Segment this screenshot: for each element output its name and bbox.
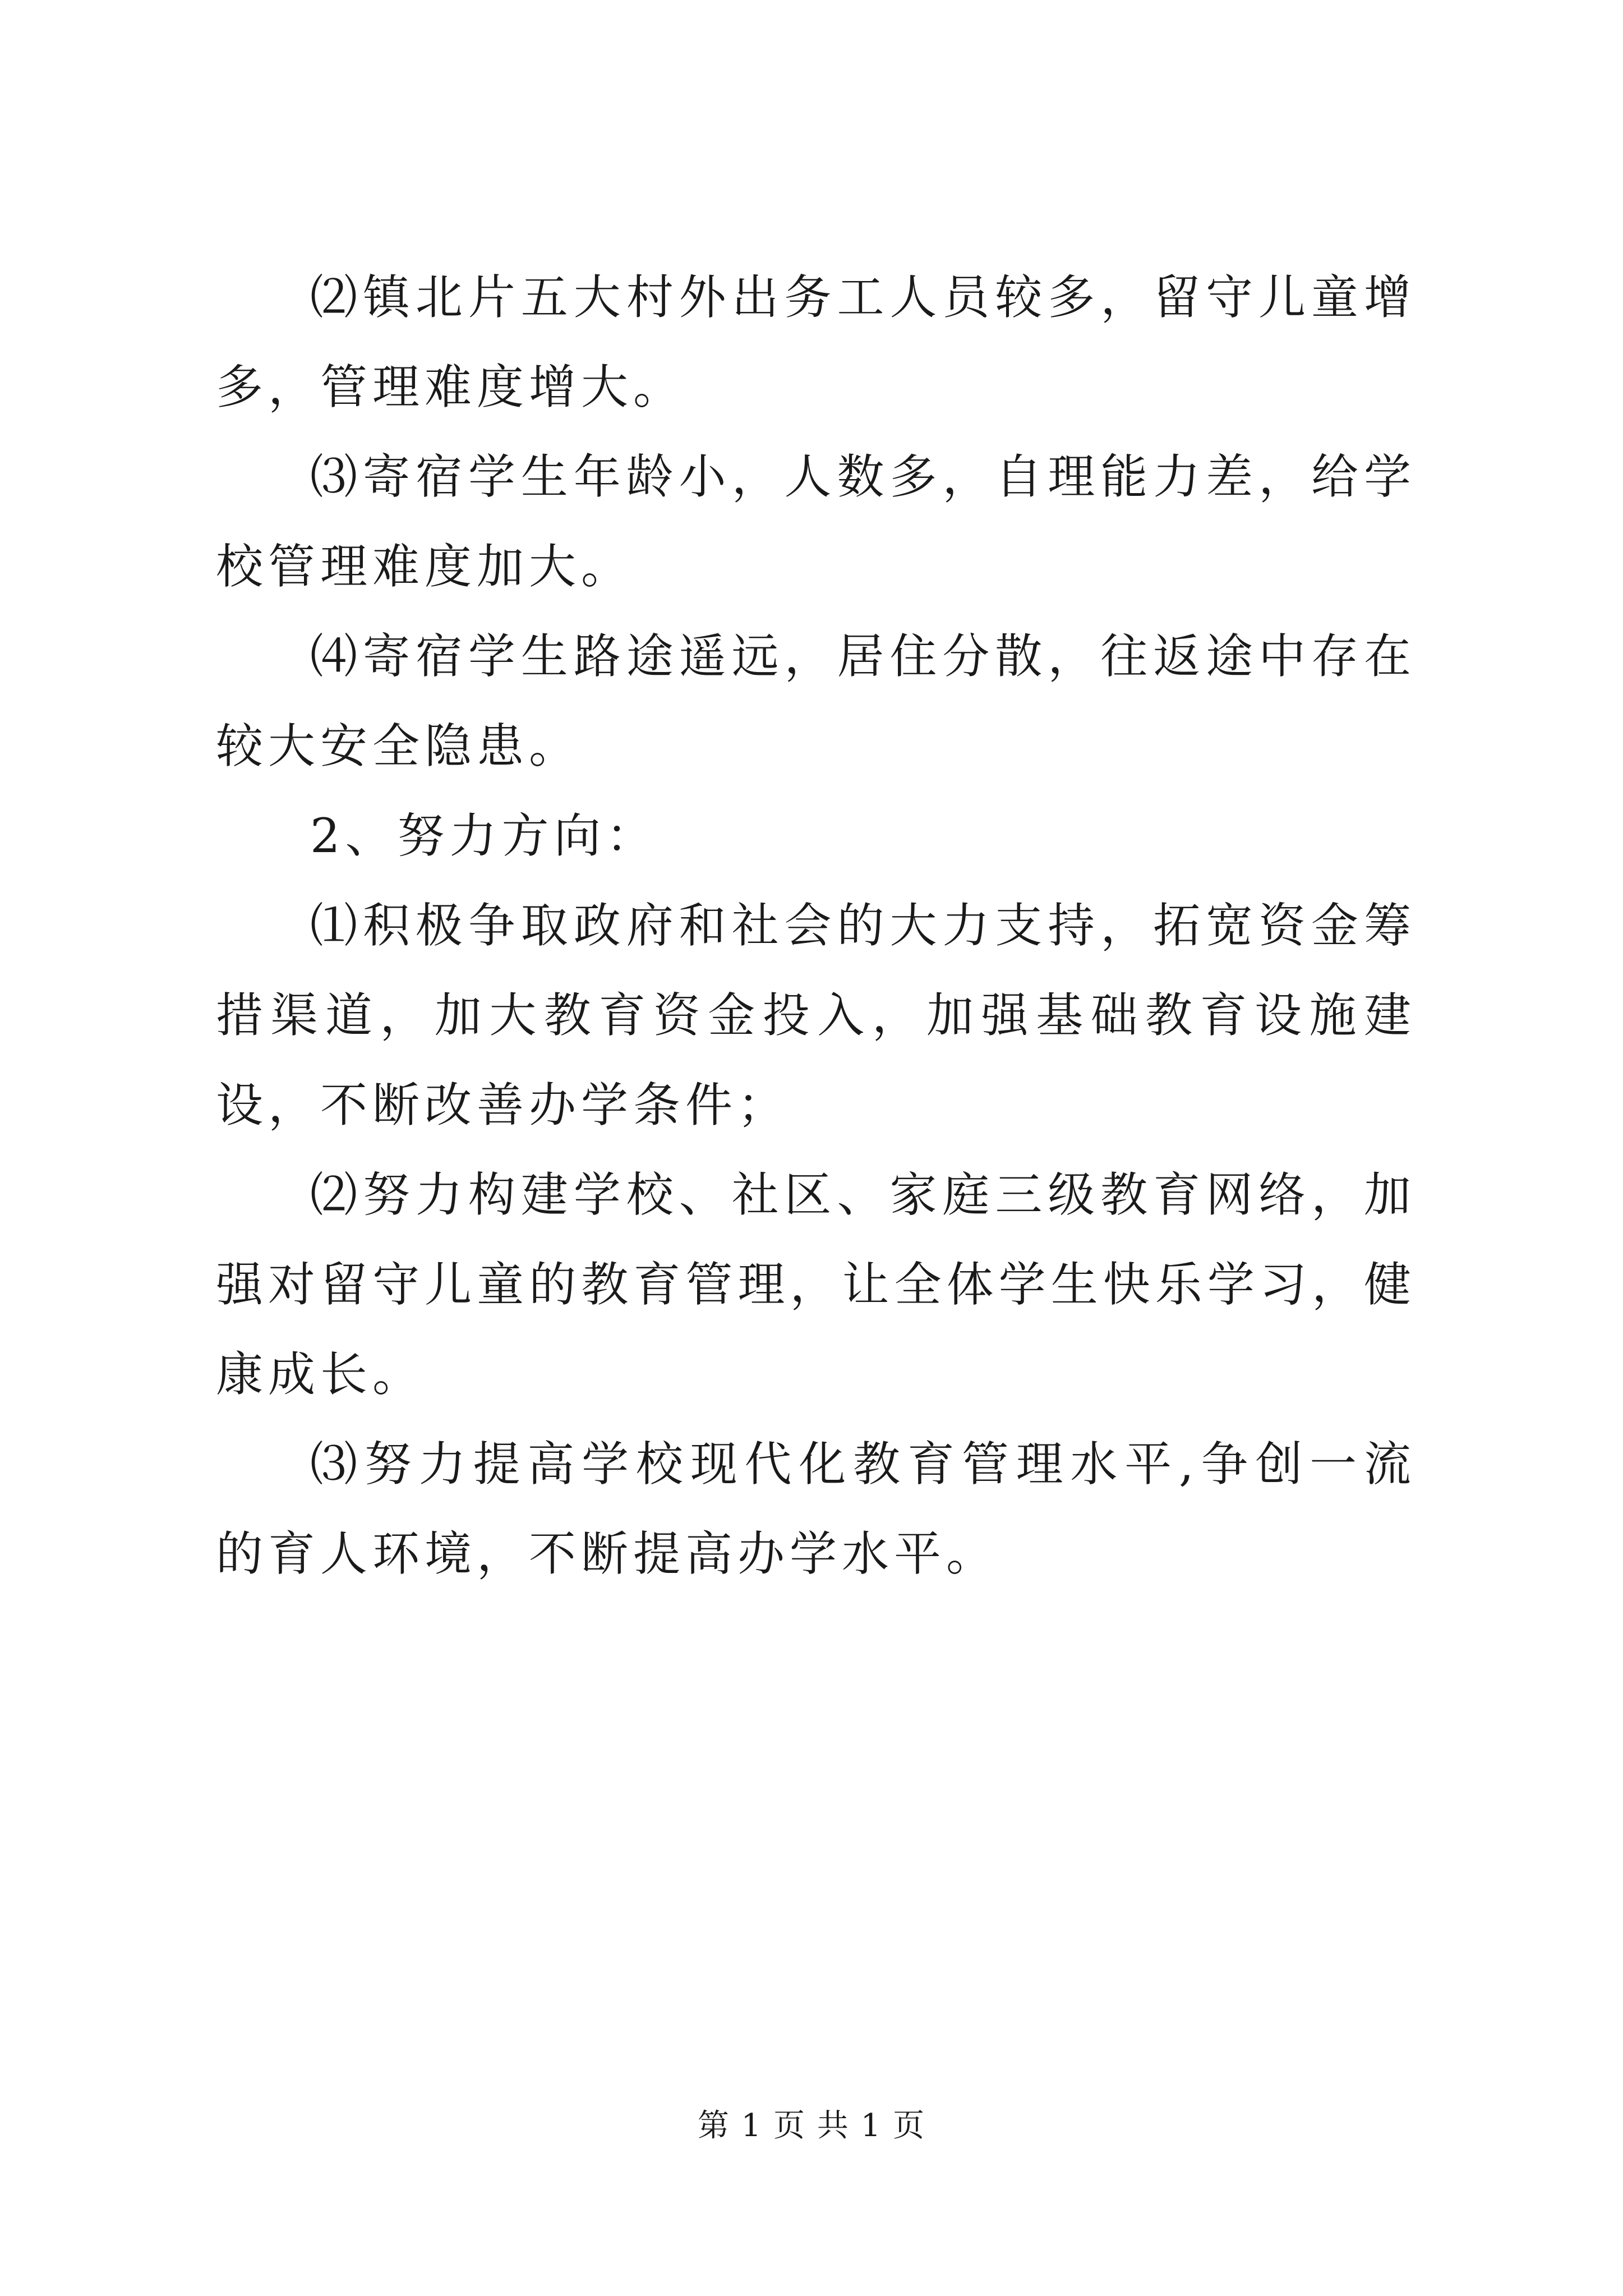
section-heading-direction: 2、努力方向：	[310, 808, 658, 863]
paragraph-direction-1: ⑴积极争取政府和社会的大力支持，拓宽资金筹措渠道，加大教育资金投入，加强基础教育设施建设，不断改善办学条件；	[216, 898, 1416, 1133]
document-body	[216, 252, 1416, 1599]
paragraph-difficulty-4: ⑷寄宿学生路途遥远，居住分散，往返途中存在较大安全隐患。	[216, 629, 1416, 774]
paragraph-direction-3: ⑶努力提高学校现代化教育管理水平,争创一流的育人环境，不断提高办学水平。	[216, 1437, 1416, 1581]
paragraph-direction-2: ⑵努力构建学校、社区、家庭三级教育网络，加强对留守儿童的教育管理，让全体学生快乐学习，健康成长。	[216, 1167, 1416, 1402]
page-footer: 第 1 页 共 1 页	[697, 2108, 926, 2144]
paragraph-difficulty-2: ⑵镇北片五大村外出务工人员较多，留守儿童增多，管理难度增大。	[216, 270, 1416, 415]
paragraph-difficulty-3: ⑶寄宿学生年龄小，人数多，自理能力差，给学校管理难度加大。	[216, 449, 1416, 594]
